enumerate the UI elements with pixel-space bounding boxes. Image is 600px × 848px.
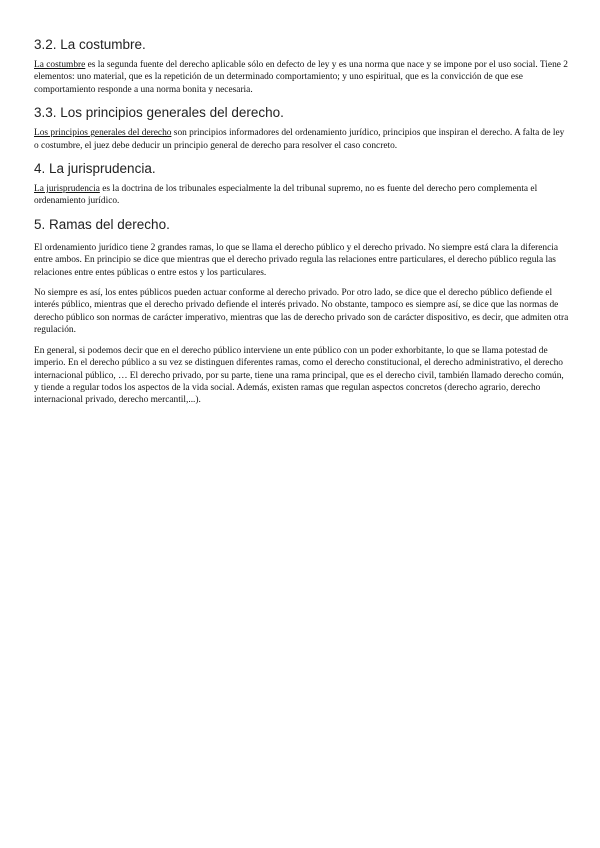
paragraph-text: son principios informadores del ordenamiento jurídico, principios que inspiran el derecho. A falta de ley o costumbre, el juez debe deducir un principio general de derecho para resolver el caso concreto. <box>34 128 565 151</box>
document-page <box>34 36 570 415</box>
underlined-term: La costumbre <box>34 60 86 70</box>
underlined-term: Los principios generales del derecho <box>34 128 172 139</box>
paragraph-ramas-1: El ordenamiento jurídico tiene 2 grandes ramas, lo que se llama el derecho público y el derecho privado. No siempre está clara la diferencia entre ambos. En principio se dice que mientras que el derecho privado regula las relaciones entre particulares, el derecho público regula las relaciones entre entes públicas o entre estos y los particulares. <box>34 242 559 278</box>
section-heading-costumbre: 3.2. La costumbre. <box>34 37 146 52</box>
section-heading-jurisprudencia: 4. La jurisprudencia. <box>34 161 156 177</box>
paragraph-text: es la segunda fuente del derecho aplicable sólo en defecto de ley y es una norma que nace y se impone por el uso social. Tiene 2 elementos: uno material, que es la repetición de un determinado comportamiento; y uno espiritual, que es la convicción de que ese comportamiento responde a una norma bonita y necesaria. <box>34 60 568 95</box>
paragraph-jurisprudencia <box>34 183 570 208</box>
underlined-term: La jurisprudencia <box>34 184 100 195</box>
paragraph-principios <box>34 127 570 152</box>
paragraph-text: es la doctrina de los tribunales especialmente la del tribunal supremo, no es fuente del derecho pero complementa el ordenamiento jurídico. <box>34 184 538 207</box>
paragraph-ramas-2: No siempre es así, los entes públicos pueden actuar conforme al derecho privado. Por otro lado, se dice que el derecho público defiende el interés público, mientras que el derecho privado defiende el interés privado. No obstante, tampoco es siempre así, se dice que las normas de derecho público son normas de carácter imperativo, mientras que las de derecho privado son de carácter dispositivo, es decir, que admiten otra regulación. <box>34 288 569 336</box>
section-heading-ramas: 5. Ramas del derecho. <box>34 216 170 232</box>
paragraph-costumbre <box>34 59 570 96</box>
section-heading-principios: 3.3. Los principios generales del derecho. <box>34 105 284 121</box>
paragraph-ramas-3: En general, si podemos decir que en el derecho público interviene un ente público con un poder exhorbitante, lo que se llama potestad de imperio. En el derecho público a su vez se distinguen diferentes ramas, como el derecho constitucional, el derecho administrativo, el derecho internacional público, … El derecho privado, por su parte, tiene una rama principal, que es el derecho civil, también llamado derecho común, y tiende a regular todos los aspectos de la vida social. Además, existen ramas que regulan aspectos concretos (derecho agrario, derecho internacional privado, derecho mercantil,...). <box>34 345 564 406</box>
